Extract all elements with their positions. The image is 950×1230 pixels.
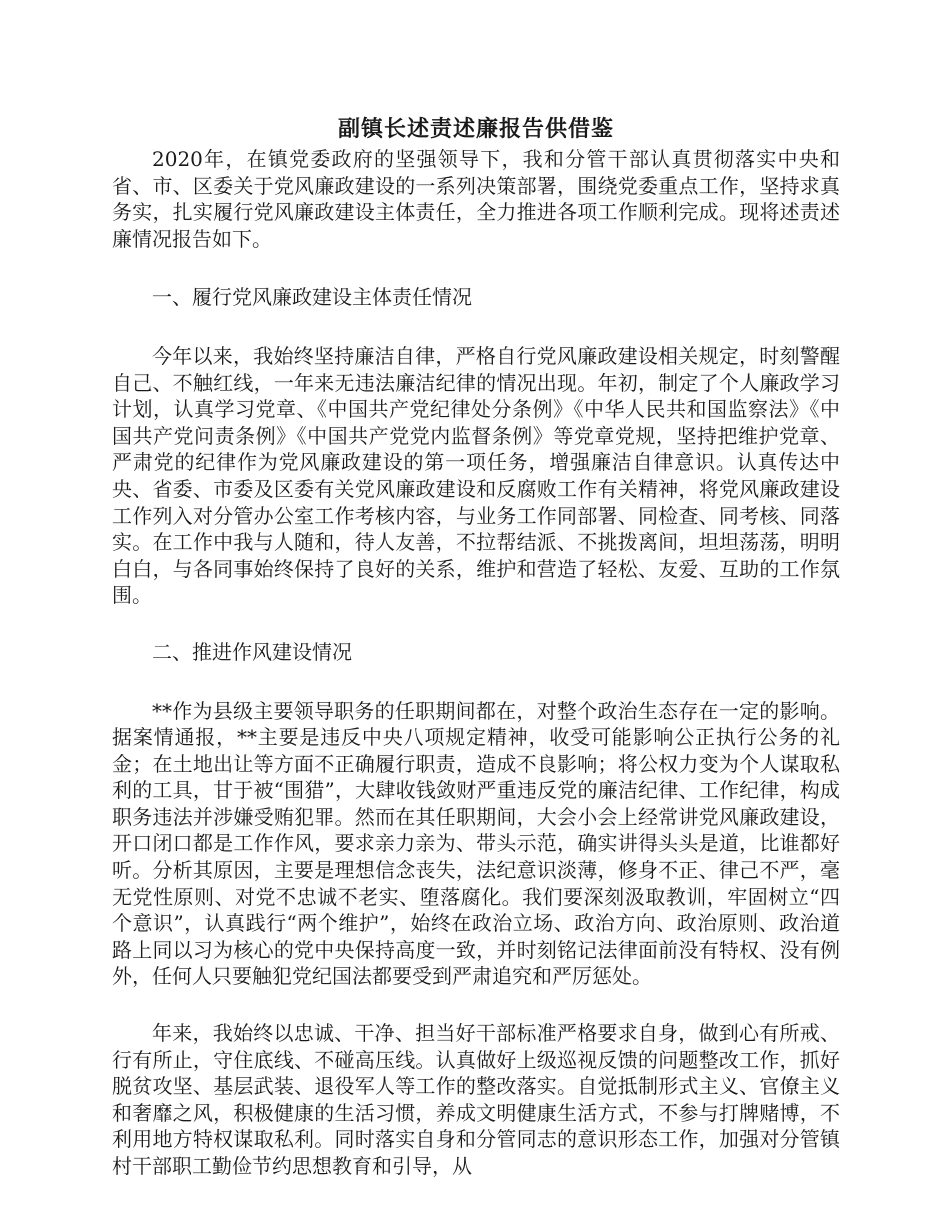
document-title: 副镇长述责述廉报告供借鉴 [337, 116, 614, 142]
section-1-heading: 一、履行党风廉政建设主体责任情况 [152, 285, 472, 310]
section-2-paragraph-2: 年来，我始终以忠诚、干净、担当好干部标准严格要求自身，做到心有所戒、行有所止，守住底线、不碰高压线。认真做好上级巡视反馈的问题整改工作，抓好脱贫攻坚、基层武装、退役军人等工作的整改落实。自觉抵制形式主义、官僚主义和奢靡之风，积极健康的生活习惯，养成文明健康生活方式，不参与打牌赌博，不利用地方特权谋取私利。同时落实自身和分管同志的意识形态工作，加强对分管镇村干部职工勤俭节约思想教育和引导，从 [112, 1021, 840, 1178]
document-page [112, 112, 840, 1180]
section-2-heading: 二、推进作风建设情况 [152, 639, 352, 664]
section-1-paragraph: 今年以来，我始终坚持廉洁自律，严格自行党风廉政建设相关规定，时刻警醒自己、不触红线，一年来无违法廉洁纪律的情况出现。年初，制定了个人廉政学习计划，认真学习党章、《中国共产党纪律处分条例》《中华人民共和国监察法》《中国共产党问责条例》《中国共产党党内监督条例》等党章党规，坚持把维护党章、严肃党的纪律作为党风廉政建设的第一项任务，增强廉洁自律意识。认真传达中央、省委、市委及区委有关党风廉政建设和反腐败工作有关精神，将党风廉政建设工作列入对分管办公室工作考核内容，与业务工作同部署、同检查、同考核、同落实。在工作中我与人随和，待人友善，不拉帮结派、不挑拨离间，坦坦荡荡，明明白白，与各同事始终保持了良好的关系，维护和营造了轻松、友爱、互助的工作氛围。 [112, 343, 840, 608]
intro-paragraph: 2020年，在镇党委政府的坚强领导下，我和分管干部认真贯彻落实中央和省、市、区委关于党风廉政建设的一系列决策部署，围绕党委重点工作，坚持求真务实，扎实履行党风廉政建设主体责任，全力推进各项工作顺利完成。现将述责述廉情况报告如下。 [112, 147, 840, 251]
section-2-paragraph-1: **作为县级主要领导职务的任职期间都在，对整个政治生态存在一定的影响。据案情通报，**主要是违反中央八项规定精神，收受可能影响公正执行公务的礼金；在土地出让等方面不正确履行职责，造成不良影响；将公权力变为个人谋取私利的工具，甘于被“围猎”，大肆收钱敛财严重违反党的廉洁纪律、工作纪律，构成职务违法并涉嫌受贿犯罪。然而在其任职期间，大会小会上经常讲党风廉政建设，开口闭口都是工作作风，要求亲力亲为、带头示范，确实讲得头头是道，比谁都好听。分析其原因，主要是理想信念丧失，法纪意识淡薄，修身不正、律己不严，毫无党性原则、对党不忠诚不老实、堕落腐化。我们要深刻汲取教训，牢固树立“四个意识”，认真践行“两个维护”，始终在政治立场、政治方向、政治原则、政治道路上同以习为核心的党中央保持高度一致，并时刻铭记法律面前没有特权、没有例外，任何人只要触犯党纪国法都要受到严肃追究和严厉惩处。 [112, 698, 840, 989]
